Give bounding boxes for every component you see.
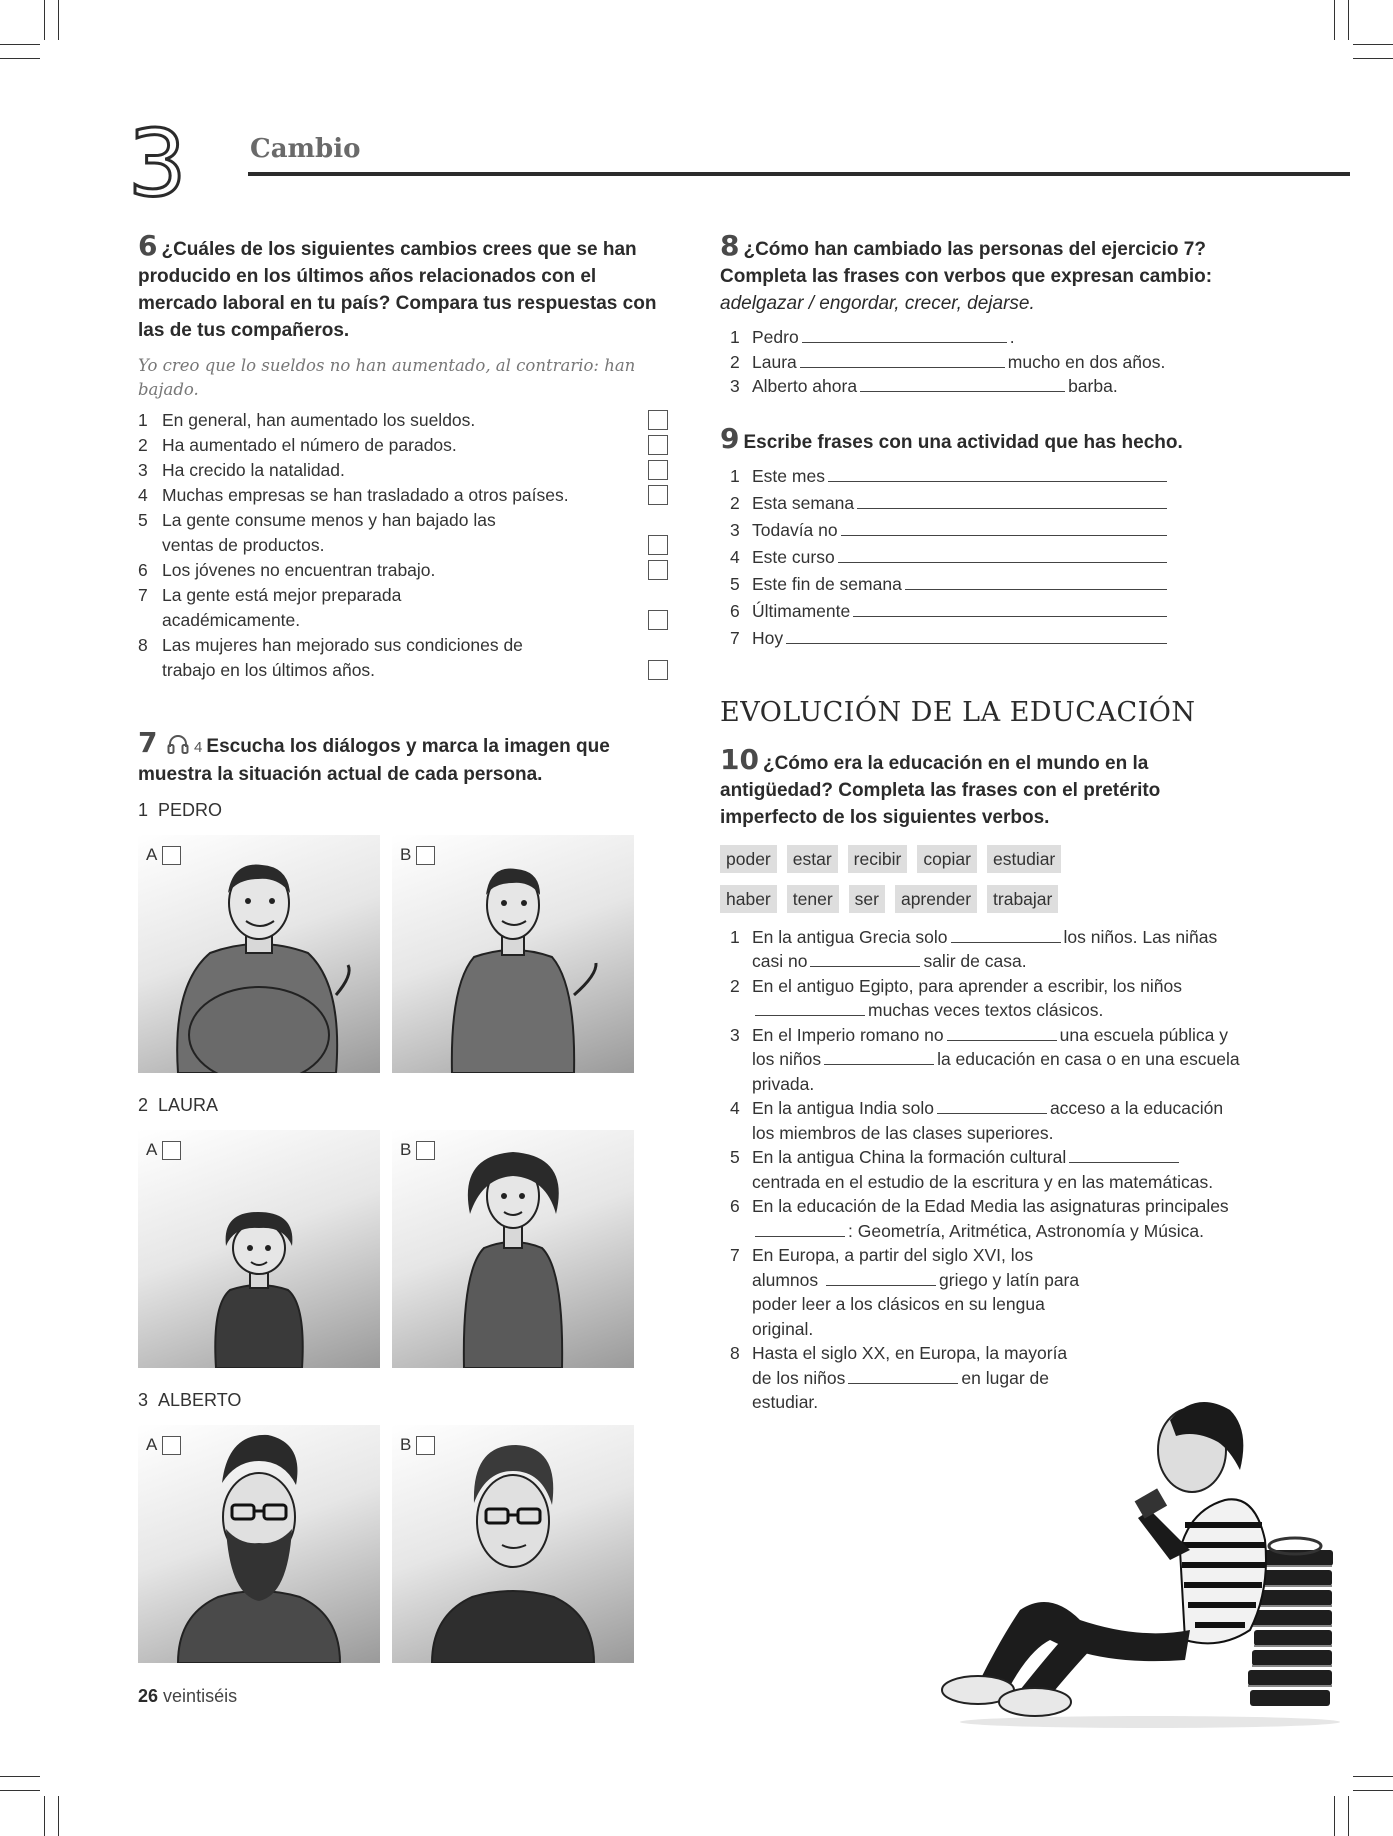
person-label-laura	[138, 1095, 668, 1116]
list-item	[138, 633, 528, 683]
exercise-7-title: Escucha los diálogos y marca la imagen que muestra la situación actual de cada persona.	[138, 736, 610, 785]
item-text: los niños. Las niñas casi no	[752, 926, 1218, 971]
checkbox[interactable]	[162, 1436, 181, 1455]
exercise-7-number: 7	[138, 726, 158, 759]
item-text: mucho en dos años.	[1007, 351, 1166, 372]
checkbox[interactable]	[648, 460, 668, 480]
person-name: ALBERTO	[158, 1390, 242, 1410]
item-number: 5	[730, 573, 740, 594]
item-number: 7	[730, 627, 740, 648]
answer-blank[interactable]	[828, 465, 1167, 482]
person-label-pedro	[138, 800, 668, 821]
checkbox[interactable]	[162, 846, 181, 865]
option-tag	[400, 1435, 435, 1455]
pedro-heavier-illustration	[138, 835, 380, 1073]
answer-blank[interactable]	[838, 546, 1167, 563]
list-item	[720, 1194, 1240, 1243]
list-item	[720, 350, 1240, 375]
answer-blank[interactable]	[800, 351, 1005, 368]
item-number: 8	[138, 635, 148, 655]
headphones-icon	[167, 734, 189, 754]
item-text: En la antigua India solo	[752, 1098, 934, 1118]
verb-chip: recibir	[848, 845, 908, 873]
item-number: 5	[138, 510, 148, 530]
checkbox[interactable]	[648, 660, 668, 680]
person-name: PEDRO	[158, 800, 223, 820]
item-text: En general, han aumentado los sueldos.	[162, 410, 476, 430]
list-item	[720, 599, 1170, 626]
list-item	[720, 572, 1170, 599]
pedro-image-b[interactable]	[392, 835, 634, 1073]
answer-blank[interactable]	[937, 1097, 1047, 1114]
page-footer	[138, 1686, 237, 1707]
exercise-9-list	[720, 464, 1170, 653]
page-number: 26	[138, 1686, 159, 1706]
option-tag	[146, 1435, 181, 1455]
checkbox[interactable]	[416, 1141, 435, 1160]
crop-mark	[1334, 0, 1335, 40]
header-rule	[248, 172, 1350, 176]
checkbox[interactable]	[648, 410, 668, 430]
answer-blank[interactable]	[857, 492, 1167, 509]
item-text: Las mujeres han mejorado sus condiciones de trabajo en los últimos años.	[162, 635, 523, 680]
exercise-6-heading	[138, 229, 668, 344]
item-text: Alberto ahora	[752, 376, 858, 396]
exercise-8-verbs: adelgazar / engordar, crecer, dejarse.	[720, 293, 1035, 314]
answer-blank[interactable]	[848, 1367, 958, 1384]
crop-mark	[1353, 44, 1393, 45]
person-name: LAURA	[158, 1095, 219, 1115]
verb-chip: poder	[720, 845, 777, 873]
laura-child-illustration	[138, 1130, 380, 1368]
item-text: Pedro	[752, 327, 799, 347]
item-number: 3	[138, 460, 148, 480]
item-number: 3	[730, 376, 740, 396]
crop-mark	[1353, 58, 1393, 59]
pedro-images	[138, 835, 668, 1073]
item-number: 3	[730, 519, 740, 540]
list-item	[720, 1243, 1080, 1341]
item-text: En el antiguo Egipto, para aprender a escribir, los niños	[752, 975, 1182, 996]
verb-chip: tener	[787, 885, 839, 913]
item-text: muchas veces textos clásicos.	[868, 1000, 1104, 1020]
answer-blank[interactable]	[947, 1024, 1057, 1041]
exercise-6	[138, 229, 668, 683]
answer-blank[interactable]	[755, 999, 865, 1016]
exercise-6-list	[138, 408, 668, 683]
item-text: una escuela pública y los niños	[752, 1024, 1228, 1069]
verb-bank-row-1	[720, 845, 1170, 873]
exercise-8-list	[720, 325, 1240, 399]
item-text: .	[1009, 327, 1015, 347]
list-item	[138, 508, 528, 558]
answer-blank[interactable]	[860, 375, 1065, 392]
item-text: Hasta el siglo XX, en Europa, la mayoría de los niños	[752, 1343, 1068, 1388]
option-letter: B	[400, 845, 412, 864]
item-text: Este curso	[752, 546, 835, 567]
exercise-6-title: ¿Cuáles de los siguientes cambios crees que se han producido en los últimos años relacionados con el mercado laboral en tu país? Compara tus respuestas con las de tus compañeros.	[138, 239, 657, 341]
verb-chip: copiar	[917, 845, 977, 873]
laura-image-b[interactable]	[392, 1130, 634, 1368]
alberto-images	[138, 1425, 668, 1663]
answer-blank[interactable]	[802, 326, 1007, 343]
item-text: Ha crecido la natalidad.	[162, 460, 345, 480]
list-item	[720, 464, 1170, 491]
item-text: En la educación de la Edad Media las asignaturas principales	[752, 1196, 1229, 1216]
item-number: 6	[730, 1196, 740, 1216]
list-item	[720, 325, 1240, 350]
list-item	[720, 1096, 1240, 1145]
list-item	[720, 491, 1170, 518]
answer-blank[interactable]	[841, 519, 1167, 536]
exercise-9-number: 9	[720, 421, 740, 455]
item-number: 3	[730, 1024, 740, 1045]
crop-mark	[1353, 1776, 1393, 1777]
person-number: 1	[138, 800, 149, 820]
item-number: 2	[730, 975, 740, 996]
girl-reading-photo	[900, 1390, 1340, 1730]
item-number: 4	[730, 1098, 740, 1118]
crop-mark	[0, 58, 40, 59]
exercise-10-heading	[720, 742, 1240, 831]
item-number: 5	[730, 1147, 740, 1167]
checkbox[interactable]	[648, 560, 668, 580]
pedro-image-a[interactable]	[138, 835, 380, 1073]
verb-chip: haber	[720, 885, 777, 913]
item-text: Ha aumentado el número de parados.	[162, 435, 457, 455]
list-item	[138, 433, 668, 458]
list-item	[720, 626, 1170, 653]
pedro-thinner-illustration	[392, 835, 634, 1073]
item-text: griego y latín para poder leer a los clásicos en su lengua original.	[752, 1269, 1080, 1339]
item-text: Laura	[752, 351, 797, 372]
checkbox[interactable]	[648, 535, 668, 555]
item-number: 6	[138, 560, 148, 580]
option-letter: A	[146, 1140, 158, 1159]
exercise-7-heading	[138, 726, 668, 788]
answer-blank[interactable]	[951, 926, 1061, 943]
person-label-alberto	[138, 1390, 668, 1411]
item-number: 1	[138, 410, 148, 430]
answer-blank[interactable]	[755, 1220, 845, 1237]
list-item	[720, 545, 1170, 572]
page-number-word: veintiséis	[163, 1686, 238, 1706]
item-number: 2	[138, 435, 148, 455]
laura-image-a[interactable]	[138, 1130, 380, 1368]
crop-mark	[44, 0, 45, 40]
exercise-8-title: ¿Cómo han cambiado las personas del ejercicio 7? Completa las frases con verbos que expresan cambio:	[720, 239, 1213, 287]
person-number: 3	[138, 1390, 149, 1410]
option-letter: A	[146, 1435, 158, 1454]
item-number: 1	[730, 465, 740, 486]
item-text: La gente consume menos y han bajado las ventas de productos.	[162, 510, 496, 555]
checkbox[interactable]	[648, 485, 668, 505]
item-text: Todavía no	[752, 519, 838, 540]
option-tag	[400, 845, 435, 865]
answer-blank[interactable]	[853, 600, 1167, 617]
verb-chip: ser	[849, 885, 885, 913]
item-number: 7	[138, 585, 148, 605]
item-text: En Europa, a partir del siglo XVI, los alumnos	[752, 1245, 1034, 1290]
item-text: : Geometría, Aritmética, Astronomía y Música.	[848, 1220, 1204, 1241]
exercise-6-example: Yo creo que lo sueldos no han aumentado, al contrario: han bajado.	[138, 356, 636, 399]
option-tag	[146, 1140, 181, 1160]
verb-chip: aprender	[895, 885, 977, 913]
option-letter: B	[400, 1435, 412, 1454]
laura-grown-illustration	[392, 1130, 634, 1368]
item-number: 1	[730, 926, 740, 947]
list-item	[138, 483, 668, 508]
exercise-9-heading	[720, 421, 1250, 456]
alberto-image-a[interactable]	[138, 1425, 380, 1663]
exercise-8-number: 8	[720, 229, 740, 262]
verb-chip: trabajar	[987, 885, 1058, 913]
item-text: salir de casa.	[923, 951, 1027, 971]
crop-mark	[1348, 0, 1349, 40]
exercise-9-title: Escribe frases con una actividad que has hecho.	[743, 431, 1183, 453]
checkbox[interactable]	[648, 610, 668, 630]
item-text: barba.	[1068, 376, 1118, 396]
item-text: La gente está mejor preparada académicamente.	[162, 585, 402, 630]
verb-chip: estudiar	[987, 845, 1061, 873]
list-item	[138, 458, 668, 483]
item-text: Este mes	[752, 465, 825, 486]
item-text: En la antigua China la formación cultural	[752, 1147, 1067, 1167]
item-number: 8	[730, 1343, 740, 1363]
verb-bank-row-2	[720, 885, 1170, 913]
item-number: 1	[730, 327, 740, 347]
item-text: Esta semana	[752, 492, 855, 513]
answer-blank[interactable]	[905, 573, 1167, 590]
crop-mark	[1353, 1790, 1393, 1791]
alberto-image-b[interactable]	[392, 1425, 634, 1663]
list-item	[720, 974, 1240, 1023]
exercise-10-list	[720, 925, 1240, 1415]
checkbox[interactable]	[162, 1141, 181, 1160]
option-letter: A	[146, 845, 158, 864]
exercise-8-heading	[720, 229, 1250, 317]
verb-chip: estar	[787, 845, 838, 873]
checkbox[interactable]	[648, 435, 668, 455]
option-tag	[400, 1140, 435, 1160]
item-text: En el Imperio romano no	[752, 1024, 944, 1045]
unit-title: Cambio	[250, 134, 361, 164]
option-letter: B	[400, 1140, 412, 1159]
crop-mark	[44, 1796, 45, 1836]
item-text: en lugar de estudiar.	[752, 1367, 1049, 1412]
list-item	[720, 1145, 1240, 1194]
item-text: Los jóvenes no encuentran trabajo.	[162, 560, 436, 580]
list-item	[138, 583, 438, 633]
exercise-9	[720, 421, 1250, 653]
alberto-shaved-illustration	[392, 1425, 634, 1663]
unit-number: 3	[128, 110, 187, 217]
left-column	[138, 229, 668, 1663]
item-text: Este fin de semana	[752, 573, 902, 594]
item-text: En la antigua Grecia solo	[752, 926, 948, 947]
item-text: acceso a la educación los miembros de las clases superiores.	[752, 1098, 1224, 1143]
alberto-bearded-illustration	[138, 1425, 380, 1663]
item-text: Muchas empresas se han trasladado a otros países.	[162, 485, 569, 505]
item-text: la educación en casa o en una escuela privada.	[752, 1049, 1240, 1094]
list-item	[720, 374, 1240, 399]
checkbox[interactable]	[416, 1436, 435, 1455]
crop-mark	[58, 1796, 59, 1836]
item-text: Hoy	[752, 627, 784, 648]
list-item	[720, 925, 1240, 974]
item-number: 2	[730, 351, 740, 372]
item-number: 7	[730, 1245, 740, 1265]
list-item	[138, 558, 668, 583]
crop-mark	[0, 44, 40, 45]
answer-blank[interactable]	[824, 1048, 934, 1065]
person-number: 2	[138, 1095, 149, 1115]
exercise-6-number: 6	[138, 229, 158, 262]
crop-mark	[0, 1776, 40, 1777]
list-item	[720, 518, 1170, 545]
item-number: 6	[730, 600, 740, 621]
exercise-10	[720, 742, 1250, 1415]
item-number: 4	[138, 485, 148, 505]
exercise-10-number: 10	[720, 742, 759, 776]
item-number: 4	[730, 546, 740, 567]
item-text: Últimamente	[752, 600, 851, 621]
exercise-10-title: ¿Cómo era la educación en el mundo en la antigüedad? Completa las frases con el pretérito imperfecto de los siguientes verbos.	[720, 752, 1161, 828]
section-title: EVOLUCIÓN DE LA EDUCACIÓN	[720, 696, 1196, 728]
option-tag	[146, 845, 181, 865]
crop-mark	[1334, 1796, 1335, 1836]
crop-mark	[0, 1790, 40, 1791]
list-item	[138, 408, 668, 433]
answer-blank[interactable]	[810, 950, 920, 967]
answer-blank[interactable]	[826, 1269, 936, 1286]
crop-mark	[58, 0, 59, 40]
answer-blank[interactable]	[786, 627, 1167, 644]
exercise-7	[138, 726, 668, 1663]
answer-blank[interactable]	[1069, 1146, 1179, 1163]
checkbox[interactable]	[416, 846, 435, 865]
laura-images	[138, 1130, 668, 1368]
crop-mark	[1348, 1796, 1349, 1836]
item-number: 2	[730, 492, 740, 513]
right-column	[720, 229, 1250, 1415]
exercise-8	[720, 229, 1250, 399]
audio-track-number: 4	[194, 739, 203, 756]
list-item	[720, 1023, 1240, 1097]
item-text: centrada en el estudio de la escritura y en las matemáticas.	[752, 1171, 1214, 1192]
